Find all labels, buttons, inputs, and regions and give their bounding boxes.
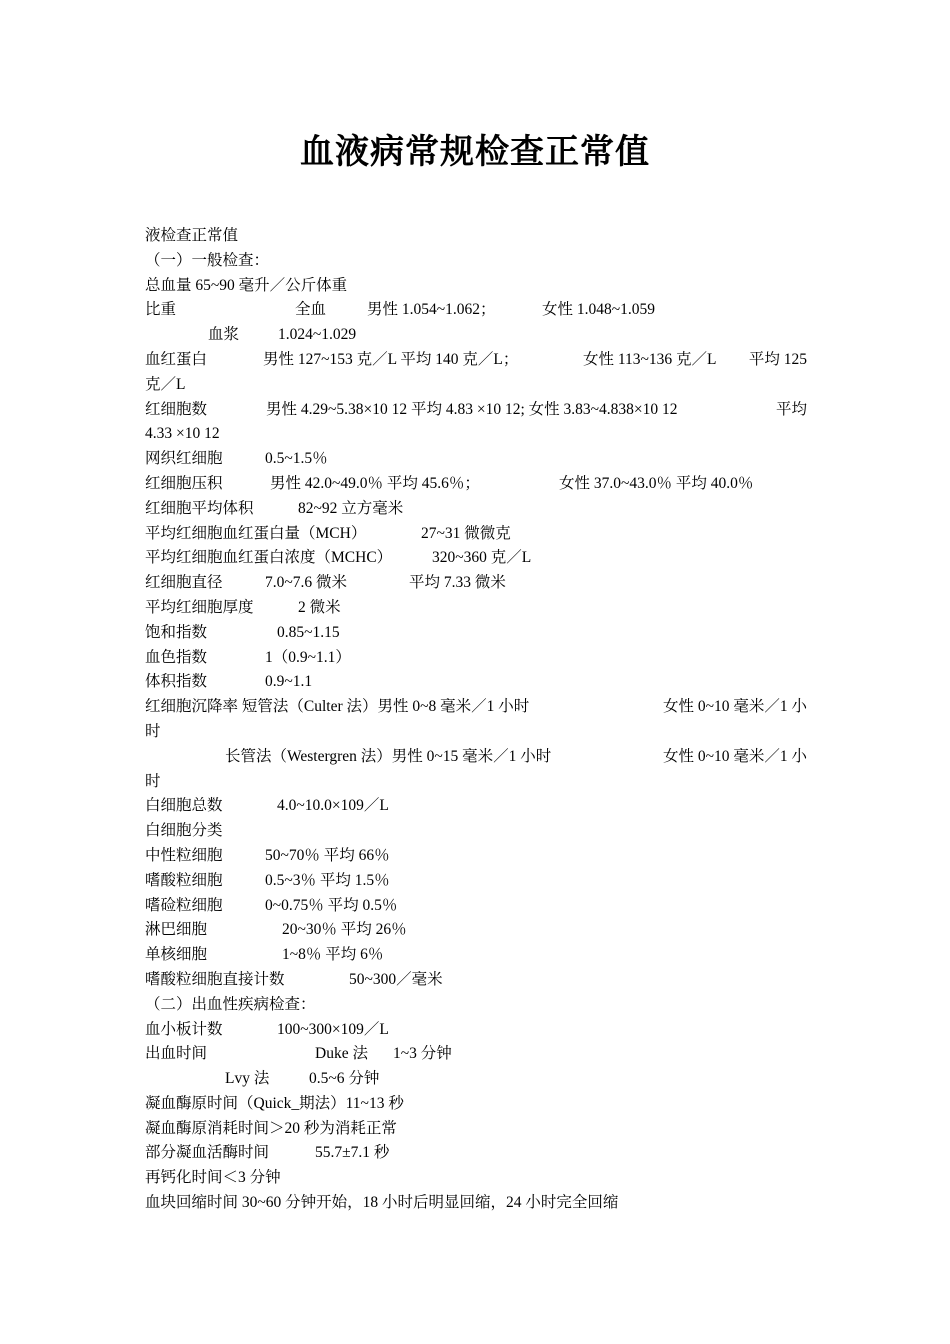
text-line: 平均红细胞血红蛋白浓度（MCHC） 320~360 克／L: [145, 549, 532, 567]
text-line: 4.33 ×10 12: [145, 425, 220, 443]
text-line: 克／L: [145, 375, 186, 393]
text-line: 中性粒细胞 50~70％ 平均 66％: [145, 846, 390, 864]
text-line: 时: [145, 772, 161, 790]
text-line: 凝血酶原消耗时间＞20 秒为消耗正常: [145, 1119, 397, 1137]
text-line: 嗜硷粒细胞 0~0.75％ 平均 0.5％: [145, 896, 398, 914]
text-line: 血色指数 1（0.9~1.1）: [145, 648, 351, 666]
text-line: 红细胞数 男性 4.29~5.38×10 12 平均 4.83 ×10 12; 女性 3.83~4.838×10 12 平均: [145, 400, 807, 418]
text-line: 长管法（Westergren 法）男性 0~15 毫米／1 小时 女性 0~10 毫米／1 小: [225, 747, 807, 765]
text-line: 红细胞直径 7.0~7.6 微米 平均 7.33 微米: [145, 574, 506, 592]
document-title: 血液病常规检查正常值: [300, 134, 650, 171]
document-body: [145, 224, 807, 1216]
text-line: 网织红细胞 0.5~1.5％: [145, 450, 328, 468]
text-line: 时: [145, 722, 161, 740]
text-line: 比重 全血 男性 1.054~1.062； 女性 1.048~1.059: [145, 301, 656, 319]
text-line: 饱和指数 0.85~1.15: [145, 623, 340, 641]
text-line: 部分凝血活酶时间 55.7±7.1 秒: [145, 1144, 390, 1162]
text-line: 红细胞平均体积 82~92 立方毫米: [145, 499, 404, 517]
text-line: 出血时间 Duke 法 1~3 分钟: [145, 1045, 452, 1063]
text-line: 嗜酸粒细胞直接计数 50~300／毫米: [145, 970, 443, 988]
text-line: 红细胞压积 男性 42.0~49.0％ 平均 45.6％； 女性 37.0~43.0％ 平均 40.0％: [145, 474, 754, 492]
text-line: 体积指数 0.9~1.1: [145, 673, 313, 691]
text-line: Lvy 法 0.5~6 分钟: [225, 1070, 380, 1088]
text-line: 平均红细胞厚度 2 微米: [145, 598, 341, 616]
text-line: 红细胞沉降率 短管法（Culter 法）男性 0~8 毫米／1 小时 女性 0~10 毫米／1 小: [145, 698, 807, 716]
text-line: 液检查正常值: [145, 227, 239, 244]
text-line: 血红蛋白 男性 127~153 克／L 平均 140 克／L； 女性 113~136 克／L 平均 125: [145, 350, 807, 368]
text-line: 血小板计数 100~300×109／L: [145, 1020, 389, 1038]
text-line: 单核细胞 1~8％ 平均 6％: [145, 946, 384, 964]
text-line: 血块回缩时间 30~60 分钟开始，18 小时后明显回缩，24 小时完全回缩: [145, 1194, 619, 1212]
text-line: 血浆 1.024~1.029: [208, 326, 357, 344]
text-line: 白细胞总数 4.0~10.0×109／L: [145, 797, 389, 815]
section-heading: （一）一般检查：: [145, 251, 270, 269]
text-line: 凝血酶原时间（Quick_期法）11~13 秒: [145, 1094, 404, 1112]
text-line: 淋巴细胞 20~30％ 平均 26％: [145, 921, 407, 939]
section-heading: （二）出血性疾病检查：: [145, 995, 316, 1013]
text-line: 嗜酸粒细胞 0.5~3％ 平均 1.5％: [145, 871, 390, 889]
text-line: 再钙化时间＜3 分钟: [145, 1169, 281, 1187]
text-line: 白细胞分类: [145, 822, 223, 840]
text-line: 总血量 65~90 毫升／公斤体重: [145, 276, 348, 294]
text-line: 平均红细胞血红蛋白量（MCH） 27~31 微微克: [145, 524, 511, 542]
